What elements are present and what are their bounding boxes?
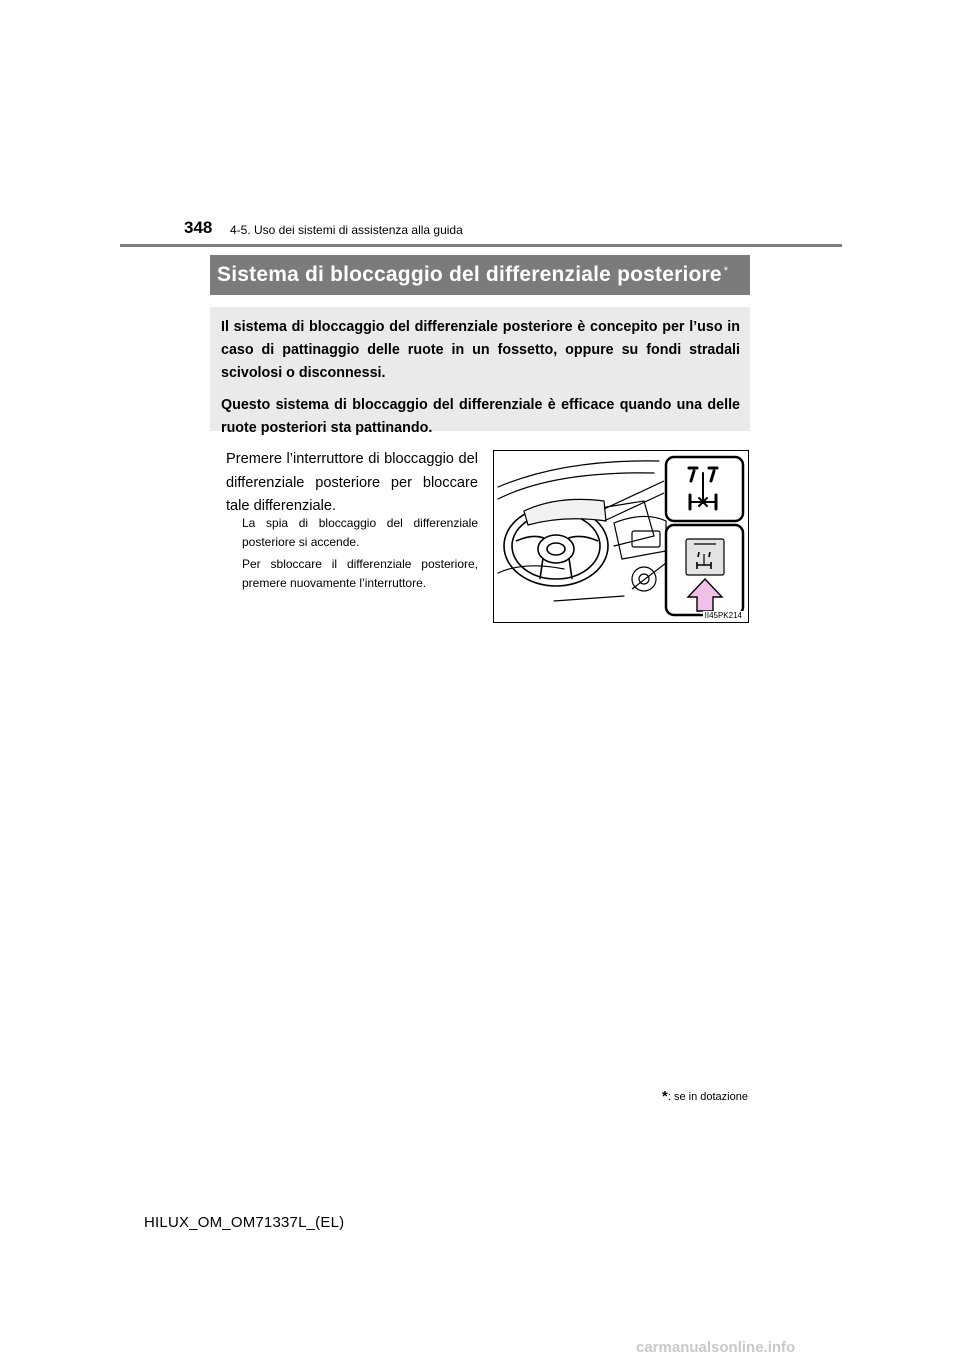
footnote-text: : se in dotazione xyxy=(667,1091,748,1103)
header-divider xyxy=(120,244,842,247)
intro-paragraph-1: Il sistema di bloccaggio del differenziale posteriore è concepito per l’uso in caso di pattinaggio delle ruote in un fossetto, oppure su fondi stradali scivolosi o disconnessi. xyxy=(221,319,740,381)
document-code: HILUX_OM_OM71337L_(EL) xyxy=(144,1214,345,1231)
center-display xyxy=(632,531,660,547)
rear-diff-lock-switch-icon xyxy=(686,539,724,575)
instruction-text: Premere l’interruttore di bloccaggio del differenziale posteriore per bloccare tale differenziale. xyxy=(226,451,478,514)
note-unlock: Per sbloccare il differenziale posteriore, premere nuovamente l’interruttore. xyxy=(242,557,478,590)
indicator-callout xyxy=(666,457,743,521)
intro-box xyxy=(210,307,750,436)
intro-paragraph-2: Questo sistema di bloccaggio del differenziale è efficace quando una delle ruote posteriori sta pattinando. xyxy=(221,397,740,436)
watermark: carmanualsonline.info xyxy=(636,1339,796,1356)
dash-outline-upper xyxy=(498,461,659,487)
lower-panel-line xyxy=(554,596,624,601)
dash-top-line xyxy=(498,473,654,499)
instrument-hood xyxy=(524,499,606,525)
leader-lines xyxy=(604,481,666,589)
figure-code: II45PK214 xyxy=(704,611,742,620)
footnote xyxy=(662,1088,748,1105)
dashboard-illustration xyxy=(493,450,749,623)
page-number: 348 xyxy=(184,218,213,237)
center-console xyxy=(614,516,666,559)
page-title-text: Sistema di bloccaggio del differenziale posteriore xyxy=(217,263,722,286)
lower-dash-line xyxy=(498,566,564,573)
note-indicator-on: La spia di bloccaggio del differenziale posteriore si accende. xyxy=(242,516,478,549)
dashboard-drawing xyxy=(494,451,748,622)
section-title: 4-5. Uso dei sistemi di assistenza alla guida xyxy=(230,223,463,237)
footnote-marker: * xyxy=(662,1088,668,1105)
page-title xyxy=(210,255,750,295)
climate-knob xyxy=(632,567,656,591)
optional-equipment-marker: * xyxy=(723,265,729,277)
